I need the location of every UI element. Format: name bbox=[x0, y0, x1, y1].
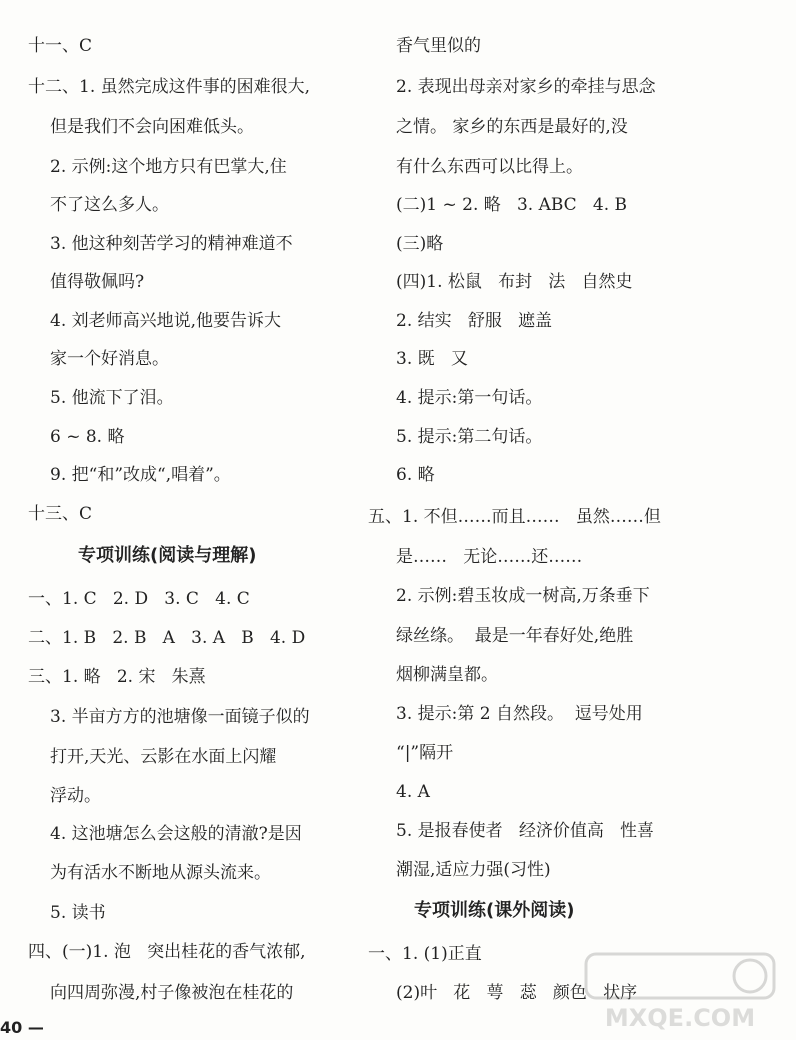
text-line: 十三、C bbox=[28, 504, 93, 524]
text-line: 一、1. C 2. D 3. C 4. C bbox=[28, 589, 250, 609]
text-line: 打开,天光、云影在水面上闪耀 bbox=[50, 747, 277, 767]
text-line: 有什么东西可以比得上。 bbox=[396, 157, 583, 177]
text-line: 2. 表现出母亲对家乡的牵挂与思念 bbox=[396, 77, 656, 97]
section-heading: 专项训练(课外阅读) bbox=[414, 900, 575, 921]
text-line: 五、1. 不但……而且…… 虽然……但 bbox=[368, 507, 661, 527]
section-heading: 专项训练(阅读与理解) bbox=[78, 545, 257, 566]
text-line: 不了这么多人。 bbox=[50, 195, 169, 215]
text-line: 2. 结实 舒服 遮盖 bbox=[396, 311, 553, 331]
text-line: “|”隔开 bbox=[396, 743, 454, 763]
text-line: 2. 示例:这个地方只有巴掌大,住 bbox=[50, 157, 287, 177]
text-line: 绿丝绦。 最是一年春好处,绝胜 bbox=[396, 626, 634, 646]
text-line: 6. 略 bbox=[396, 465, 435, 485]
text-line: 四、(一)1. 泡 突出桂花的香气浓郁, bbox=[28, 942, 306, 962]
text-line: 为有活水不断地从源头流来。 bbox=[50, 863, 271, 883]
text-line: 二、1. B 2. B A 3. A B 4. D bbox=[28, 628, 306, 648]
text-line: 5. 提示:第二句话。 bbox=[396, 427, 543, 447]
text-line: 潮湿,适应力强(习性) bbox=[396, 860, 551, 880]
watermark-logo bbox=[580, 948, 780, 1034]
text-line: (2)叶 花 萼 蕊 颜色 状序 bbox=[396, 983, 638, 1003]
text-line: 香气里似的 bbox=[396, 36, 481, 56]
text-line: 4. A bbox=[396, 782, 430, 802]
text-line: 5. 他流下了泪。 bbox=[50, 388, 174, 408]
text-line: 家一个好消息。 bbox=[50, 349, 169, 369]
text-line: 三、1. 略 2. 宋 朱熹 bbox=[28, 667, 206, 687]
text-line: 但是我们不会向困难低头。 bbox=[50, 117, 254, 137]
watermark-text: MXQE.COM bbox=[604, 1004, 756, 1032]
text-line: 向四周弥漫,村子像被泡在桂花的 bbox=[50, 983, 294, 1003]
text-line: 9. 把“和”改成“,唱着”。 bbox=[50, 465, 231, 485]
text-line: 5. 是报春使者 经济价值高 性喜 bbox=[396, 821, 655, 841]
text-line: 十二、1. 虽然完成这件事的困难很大, bbox=[28, 77, 311, 97]
text-line: 之情。 家乡的东西是最好的,没 bbox=[396, 117, 628, 137]
text-line: 值得敬佩吗? bbox=[50, 272, 145, 292]
text-line: 一、1. (1)正直 bbox=[368, 944, 482, 964]
text-line: 烟柳满皇都。 bbox=[396, 665, 498, 685]
text-line: 浮动。 bbox=[50, 786, 101, 806]
page-number: 40 — bbox=[0, 1018, 44, 1037]
text-line: (四)1. 松鼠 布封 法 自然史 bbox=[396, 272, 633, 292]
text-line: 3. 半亩方方的池塘像一面镜子似的 bbox=[50, 707, 310, 727]
text-line: 4. 这池塘怎么会这般的清澈?是因 bbox=[50, 824, 302, 844]
text-line: 5. 读书 bbox=[50, 903, 106, 923]
text-line: 3. 既 又 bbox=[396, 349, 468, 369]
text-line: 十一、C bbox=[28, 36, 93, 56]
text-line: 2. 示例:碧玉妆成一树高,万条垂下 bbox=[396, 586, 650, 606]
text-line: 3. 他这种刻苦学习的精神难道不 bbox=[50, 234, 293, 254]
text-line: 3. 提示:第 2 自然段。 逗号处用 bbox=[396, 704, 643, 724]
text-line: 是…… 无论……还…… bbox=[396, 547, 583, 567]
text-line: (三)略 bbox=[396, 234, 444, 254]
text-line: (二)1 ~ 2. 略 3. ABC 4. B bbox=[396, 195, 628, 215]
text-line: 4. 提示:第一句话。 bbox=[396, 388, 543, 408]
text-line: 6 ~ 8. 略 bbox=[50, 427, 125, 447]
text-line: 4. 刘老师高兴地说,他要告诉大 bbox=[50, 311, 282, 331]
